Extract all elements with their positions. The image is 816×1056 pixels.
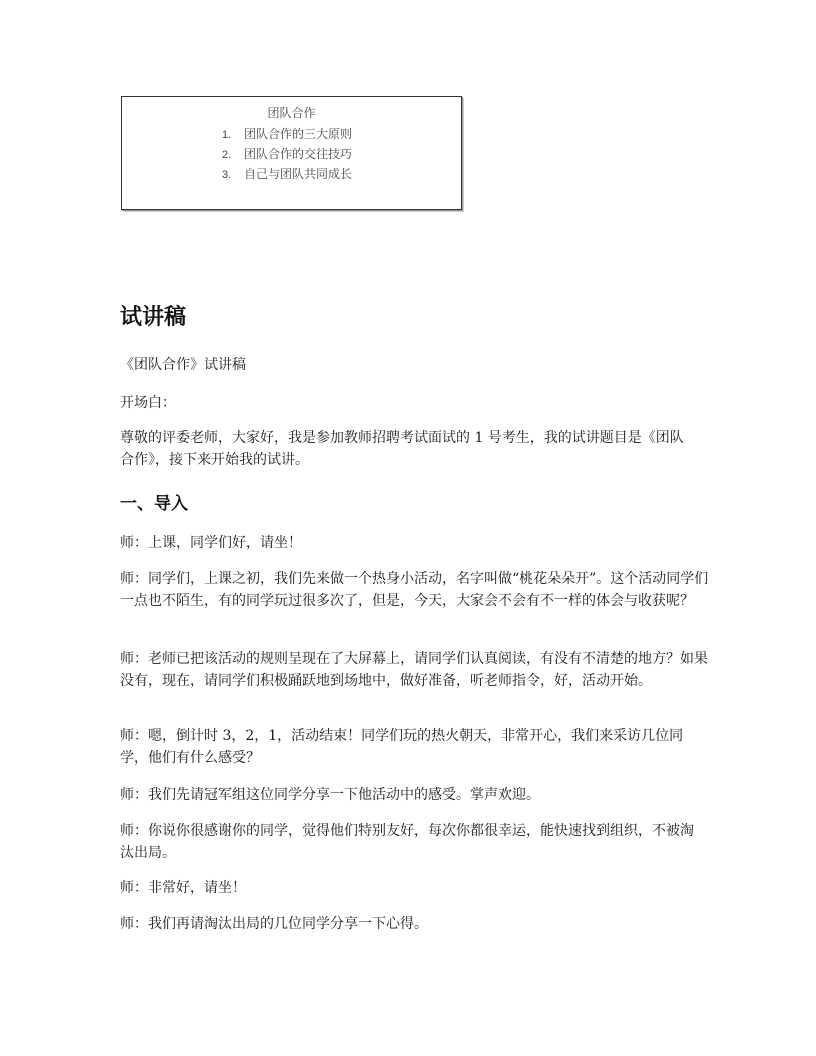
opening-paragraph: 尊敬的评委老师，大家好，我是参加教师招聘考试面试的 1 号考生，我的试讲题目是《团队合作》，接下来开始我的试讲。 (120, 430, 684, 468)
outline-title: 团队合作 (267, 106, 316, 120)
outline-box (121, 96, 462, 210)
dialogue-paragraph: 师：我们先请冠军组这位同学分享一下他活动中的感受。掌声欢迎。 (120, 787, 540, 803)
outline-item-text: 自己与团队共同成长 (244, 167, 353, 181)
outline-item-number: 2. (222, 149, 232, 161)
outline-item-text: 团队合作的三大原则 (244, 127, 353, 141)
outline-item (222, 144, 352, 164)
outline-item (222, 124, 352, 144)
dialogue-paragraph: 师：非常好，请坐！ (120, 880, 246, 896)
dialogue-paragraph: 师：我们再请淘汰出局的几位同学分享一下心得。 (120, 916, 428, 932)
outline-item-number: 1. (222, 129, 232, 141)
dialogue-paragraph: 师：上课，同学们好，请坐！ (120, 535, 302, 551)
outline-list (222, 124, 352, 184)
outline-item-text: 团队合作的交往技巧 (244, 147, 353, 161)
outline-item-number: 3. (222, 169, 232, 181)
dialogue-paragraph: 师：老师已把该活动的规则呈现在了大屏幕上，请同学们认真阅读，有没有不清楚的地方？如果没有，现在，请同学们积极踊跃地到场地中，做好准备，听老师指令，好，活动开始。 (120, 651, 708, 689)
document-title: 试讲稿 (120, 305, 187, 330)
dialogue-paragraph: 师：你说你很感谢你的同学，觉得他们特别友好，每次你都很幸运，能快速找到组织，不被淘汰出局。 (120, 823, 694, 861)
outline-item (222, 164, 352, 184)
document-subtitle: 《团队合作》试讲稿 (120, 357, 246, 373)
dialogue-paragraph: 师：嗯，倒计时 3，2，1，活动结束！同学们玩的热火朝天，非常开心，我们来采访几位同学，他们有什么感受？ (120, 728, 684, 766)
dialogue-paragraph: 师：同学们，上课之初，我们先来做一个热身小活动，名字叫做“桃花朵朵开”。这个活动同学们一点也不陌生，有的同学玩过很多次了，但是，今天，大家会不会有不一样的体会与收获呢？ (120, 571, 709, 609)
section-heading-intro: 一、导入 (120, 494, 188, 514)
opening-label: 开场白： (120, 395, 176, 411)
